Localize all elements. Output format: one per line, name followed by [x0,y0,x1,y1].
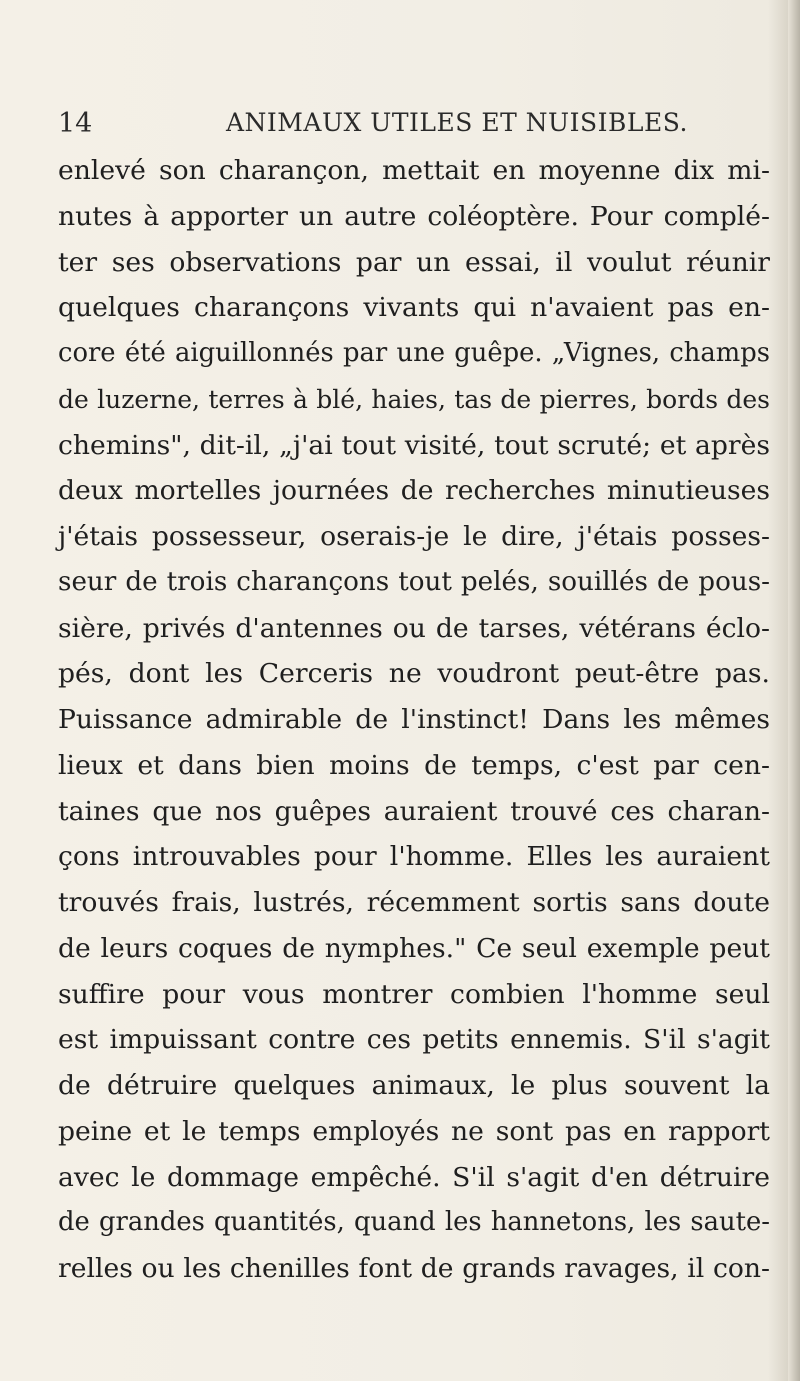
text-line: enlevé son charançon, mettait en moyenne dix mi- [58,155,770,186]
text-line: deux mortelles journées de recherches minutieuses [58,475,770,507]
page-number: 14 [58,108,93,139]
text-line: j'étais possesseur, oserais-je le dire, j'étais posses- [58,521,770,552]
text-line: suffire pour vous montrer combien l'homme seul [58,978,770,1010]
text-line: peine et le temps employés ne sont pas en rapport [58,1115,770,1147]
text-line: de luzerne, terres à blé, haies, tas de pierres, bords des [58,384,770,414]
text-line: taines que nos guêpes auraient trouvé ces charan- [58,795,770,827]
text-line: seur de trois charançons tout pelés, souillés de pous- [58,566,770,597]
body-text [58,148,770,1292]
text-line: Puissance admirable de l'instinct! Dans les mêmes [58,704,770,735]
running-title: ANIMAUX UTILES ET NUISIBLES. [226,108,688,137]
text-line: de détruire quelques animaux, le plus souvent la [58,1070,770,1101]
text-line: çons introuvables pour l'homme. Elles les auraient [58,841,770,873]
text-line: pés, dont les Cerceris ne voudront peut-être pas. [58,658,770,690]
text-line: ter ses observations par un essai, il voulut réunir [58,246,770,278]
text-line: de grandes quantités, quand les hannetons, les saute- [58,1207,770,1238]
text-line: lieux et dans bien moins de temps, c'est par cen- [58,749,770,781]
text-line: quelques charançons vivants qui n'avaient pas en- [58,292,770,324]
text-line: sière, privés d'antennes ou de tarses, vétérans éclo- [58,612,770,644]
text-line: de leurs coques de nymphes." Ce seul exemple peut [58,932,770,964]
text-line: est impuissant contre ces petits ennemis. S'il s'agit [58,1024,770,1056]
page-edge-shadow [788,0,800,1381]
text-line: relles ou les chenilles font de grands ravages, il con- [58,1253,770,1284]
text-line: avec le dommage empêché. S'il s'agit d'en détruire [58,1161,770,1193]
text-line: trouvés frais, lustrés, récemment sortis sans doute [58,887,770,918]
text-line: core été aiguillonnés par une guêpe. „Vignes, champs [58,338,770,368]
page-header [58,108,758,148]
text-line: chemins", dit-il, „j'ai tout visité, tout scruté; et après [58,429,770,461]
text-line: nutes à apporter un autre coléoptère. Pour complé- [58,200,770,232]
